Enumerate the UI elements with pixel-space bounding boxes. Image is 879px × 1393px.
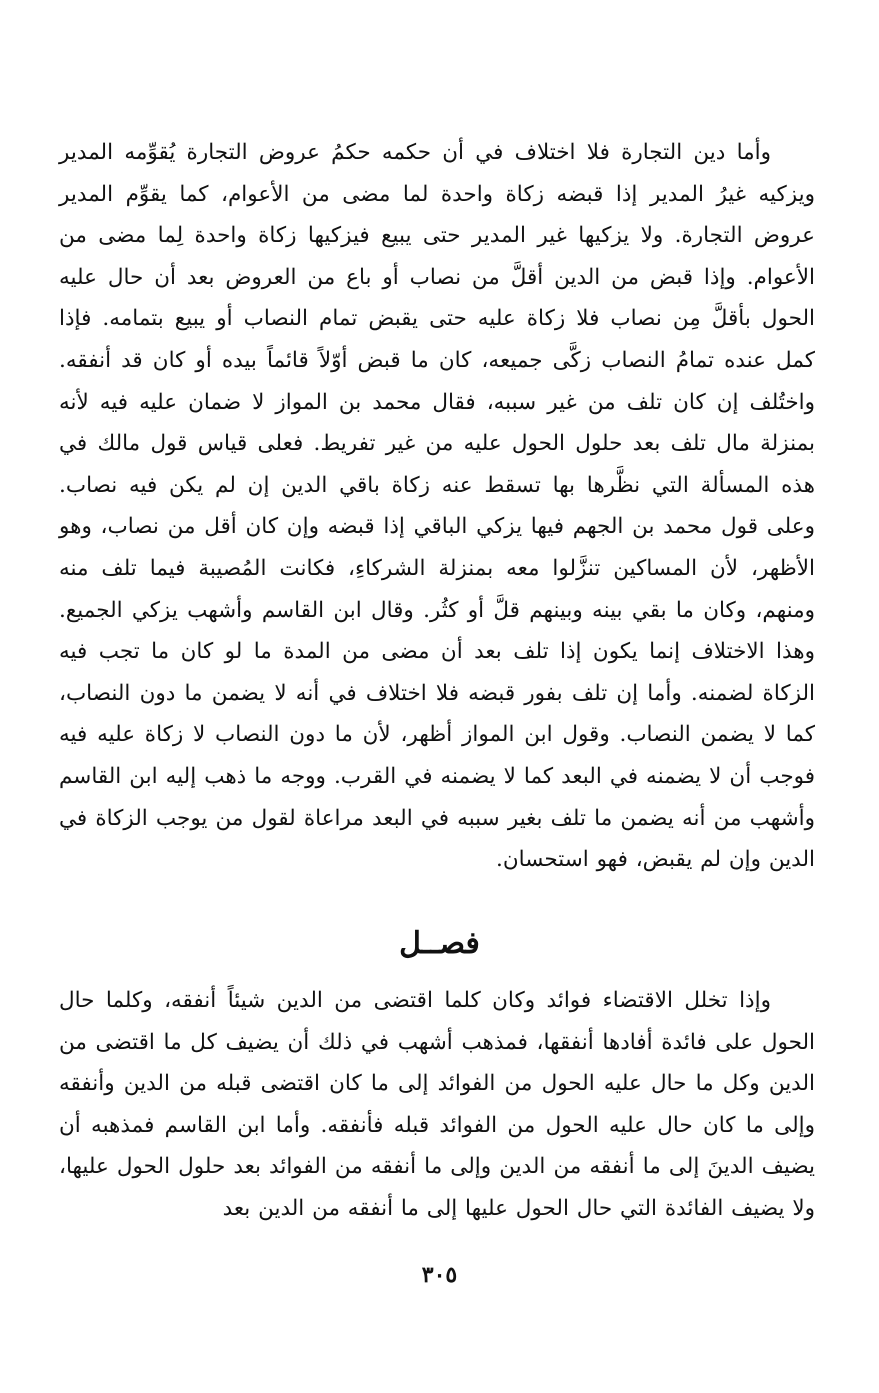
paragraph-text: وإذا تخلل الاقتضاء فوائد وكان كلما اقتضى من الدين شيئاً أنفقه، وكلما حال الحول على فائدة أفادها أنفقها، فمذهب أشهب في ذلك أن يضيف كل ما اقتضى من الدين وكل ما حال عليه الحول من الفوائد إلى ما كان اقتضى قبله من الدين وأنفقه وإلى ما كان حال عليه الحول من الفوائد قبله فأنفقه. وأما ابن القاسم فمذهبه أن يضيف الدينَ إلى ما أنفقه من الدين وإلى ما أنفقه من الفوائد بعد حلول الحول عليها، ولا يضيف الفائدة التي حال الحول عليها إلى ما أنفقه من الدين بعد — [59, 988, 815, 1221]
page-number: ٣٠٥ — [421, 1262, 458, 1288]
paragraph-benefits — [59, 980, 815, 1230]
paragraph-text: وأما دين التجارة فلا اختلاف في أن حكمه حكمُ عروض التجارة يُقوِّمه المدير ويزكيه غيرُ المدير إذا قبضه زكاة واحدة لما مضى من الأعوام، كما يقوِّم المدير عروض التجارة. ولا يزكيها غير المدير حتى يبيع فيزكيها زكاة واحدة لِما مضى من الأعوام. وإذا قبض من الدين أقلَّ من نصاب أو باع من العروض بعد أن حال عليه الحول بأقلَّ مِن نصاب فلا زكاة عليه حتى يقبض تمام النصاب أو يبيع بتمامه. فإذا كمل عنده تمامُ النصاب زكَّى جميعه، كان ما قبض أوّلاً قائماً بيده أو كان قد أنفقه. واختُلف إن كان تلف من غير سببه، فقال محمد بن المواز لا ضمان عليه فيه لأنه بمنزلة مال تلف بعد حلول الحول عليه من غير تفريط. فعلى قياس قول مالك في هذه المسألة التي نظَّرها بها تسقط عنه زكاة باقي الدين إن لم يكن فيه نصاب. وعلى قول محمد بن الجهم فيها يزكي الباقي إذا قبضه وإن كان أقل من نصاب، وهو الأظهر، لأن المساكين تنزَّلوا معه بمنزلة الشركاءِ، فكانت المُصيبة فيما تلف منه ومنهم، وكان ما بقي بينه وبينهم قلَّ أو كثُر. وقال ابن القاسم وأشهب يزكي الجميع. وهذا الاختلاف إنما يكون إذا تلف بعد أن مضى من المدة ما لو كان ما تجب فيه الزكاة لضمنه. وأما إن تلف بفور قبضه فلا اختلاف في أنه لا يضمن ما دون النصاب، كما لا يضمن النصاب. وقول ابن المواز أظهر، لأن ما دون النصاب لا زكاة عليه فيه فوجب أن لا يضمنه في البعد كما لا يضمنه في القرب. ووجه ما ذهب إليه ابن القاسم وأشهب من أنه يضمن ما تلف بغير سببه في البعد مراعاة لقول من يوجب الزكاة في الدين وإن لم يقبض، فهو استحسان. — [59, 140, 816, 873]
paragraph-debt-of-trade — [59, 132, 815, 881]
section-heading: فصــل — [399, 926, 480, 961]
